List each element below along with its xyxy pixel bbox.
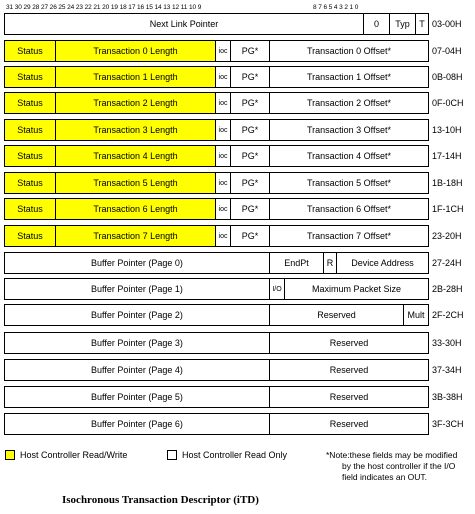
offset-label: 1B-18H [432, 178, 463, 188]
reserved-field: Reserved [269, 304, 404, 326]
ioc-field: ioc [215, 66, 231, 88]
pg-field: PG* [230, 172, 270, 194]
footnote-line: field indicates an OUT. [342, 472, 428, 482]
buffer-row-page-0 [4, 252, 429, 274]
reserved-field: Reserved [269, 332, 429, 354]
transaction-length-field: Transaction 0 Length [55, 40, 216, 62]
legend-read-write [5, 450, 127, 460]
offset-label: 13-10H [432, 125, 462, 135]
legend-label: Host Controller Read Only [182, 450, 288, 460]
reserved-field: Reserved [269, 359, 429, 381]
legend-read-only [167, 450, 287, 460]
buffer-row-page-5 [4, 386, 429, 408]
offset-label: 3F-3CH [432, 419, 464, 429]
pg-field: PG* [230, 198, 270, 220]
footnote [326, 450, 474, 483]
offset-label: 0B-08H [432, 72, 463, 82]
footnote-line: by the host controller if the I/O [342, 461, 456, 471]
transaction-row-0 [4, 40, 429, 62]
transaction-offset-field: Transaction 3 Offset* [269, 119, 429, 141]
buffer-pointer-field: Buffer Pointer (Page 6) [4, 413, 270, 435]
buffer-pointer-field: Buffer Pointer (Page 3) [4, 332, 270, 354]
transaction-offset-field: Transaction 2 Offset* [269, 92, 429, 114]
offset-label: 0F-0CH [432, 98, 464, 108]
reserved-field: Reserved [269, 386, 429, 408]
transaction-length-field: Transaction 5 Length [55, 172, 216, 194]
legend-swatch-yellow [5, 450, 15, 460]
transaction-offset-field: Transaction 5 Offset* [269, 172, 429, 194]
device-address-field: Device Address [336, 252, 429, 274]
offset-label: 2B-28H [432, 284, 463, 294]
legend-label: Host Controller Read/Write [20, 450, 128, 460]
transaction-offset-field: Transaction 6 Offset* [269, 198, 429, 220]
footnote-line: *Note:these fields may be modified [326, 450, 458, 460]
status-field: Status [4, 119, 56, 141]
status-field: Status [4, 92, 56, 114]
ioc-field: ioc [215, 198, 231, 220]
transaction-offset-field: Transaction 0 Offset* [269, 40, 429, 62]
max-packet-size-field: Maximum Packet Size [284, 278, 429, 300]
status-field: Status [4, 66, 56, 88]
r-field: R [323, 252, 337, 274]
offset-label: 07-04H [432, 46, 462, 56]
transaction-row-5 [4, 172, 429, 194]
ioc-field: ioc [215, 145, 231, 167]
pg-field: PG* [230, 225, 270, 247]
transaction-length-field: Transaction 4 Length [55, 145, 216, 167]
buffer-pointer-field: Buffer Pointer (Page 1) [4, 278, 270, 300]
pg-field: PG* [230, 145, 270, 167]
transaction-row-2 [4, 92, 429, 114]
status-field: Status [4, 40, 56, 62]
legend-swatch-white [167, 450, 177, 460]
transaction-length-field: Transaction 3 Length [55, 119, 216, 141]
t-field: T [415, 13, 429, 35]
buffer-pointer-field: Buffer Pointer (Page 0) [4, 252, 270, 274]
transaction-offset-field: Transaction 4 Offset* [269, 145, 429, 167]
ioc-field: ioc [215, 172, 231, 194]
offset-label: 1F-1CH [432, 204, 464, 214]
next-link-pointer-field: Next Link Pointer [4, 13, 364, 35]
pg-field: PG* [230, 40, 270, 62]
offset-label: 17-14H [432, 151, 462, 161]
typ-field: Typ [389, 13, 416, 35]
buffer-row-page-4 [4, 359, 429, 381]
buffer-row-page-6 [4, 413, 429, 435]
ioc-field: ioc [215, 40, 231, 62]
transaction-length-field: Transaction 7 Length [55, 225, 216, 247]
transaction-offset-field: Transaction 1 Offset* [269, 66, 429, 88]
ioc-field: ioc [215, 119, 231, 141]
status-field: Status [4, 198, 56, 220]
buffer-row-page-3 [4, 332, 429, 354]
io-field: I/O [269, 278, 285, 300]
transaction-row-6 [4, 198, 429, 220]
offset-label: 23-20H [432, 231, 462, 241]
bit-ruler-low: 8 7 6 5 4 3 2 1 0 [313, 4, 359, 11]
buffer-pointer-field: Buffer Pointer (Page 5) [4, 386, 270, 408]
buffer-row-page-2 [4, 304, 429, 326]
offset-label: 27-24H [432, 258, 462, 268]
transaction-length-field: Transaction 2 Length [55, 92, 216, 114]
transaction-row-3 [4, 119, 429, 141]
transaction-row-1 [4, 66, 429, 88]
buffer-pointer-field: Buffer Pointer (Page 2) [4, 304, 270, 326]
mult-field: Mult [403, 304, 429, 326]
status-field: Status [4, 172, 56, 194]
ioc-field: ioc [215, 225, 231, 247]
pg-field: PG* [230, 66, 270, 88]
ioc-field: ioc [215, 92, 231, 114]
pg-field: PG* [230, 92, 270, 114]
transaction-row-7 [4, 225, 429, 247]
status-field: Status [4, 225, 56, 247]
transaction-offset-field: Transaction 7 Offset* [269, 225, 429, 247]
transaction-row-4 [4, 145, 429, 167]
zero-field: 0 [363, 13, 390, 35]
figure-caption: Isochronous Transaction Descriptor (iTD) [62, 494, 259, 506]
offset-label: 3B-38H [432, 392, 463, 402]
status-field: Status [4, 145, 56, 167]
buffer-row-page-1 [4, 278, 429, 300]
transaction-length-field: Transaction 1 Length [55, 66, 216, 88]
reserved-field: Reserved [269, 413, 429, 435]
offset-label: 2F-2CH [432, 310, 464, 320]
bit-ruler-high: 31 30 29 28 27 26 25 24 23 22 21 20 19 18 17 16 15 14 13 12 11 10 9 [6, 4, 202, 11]
endpt-field: EndPt [269, 252, 324, 274]
next-link-row [4, 13, 429, 35]
offset-label: 37-34H [432, 365, 462, 375]
pg-field: PG* [230, 119, 270, 141]
buffer-pointer-field: Buffer Pointer (Page 4) [4, 359, 270, 381]
offset-label: 03-00H [432, 19, 462, 29]
offset-label: 33-30H [432, 338, 462, 348]
transaction-length-field: Transaction 6 Length [55, 198, 216, 220]
